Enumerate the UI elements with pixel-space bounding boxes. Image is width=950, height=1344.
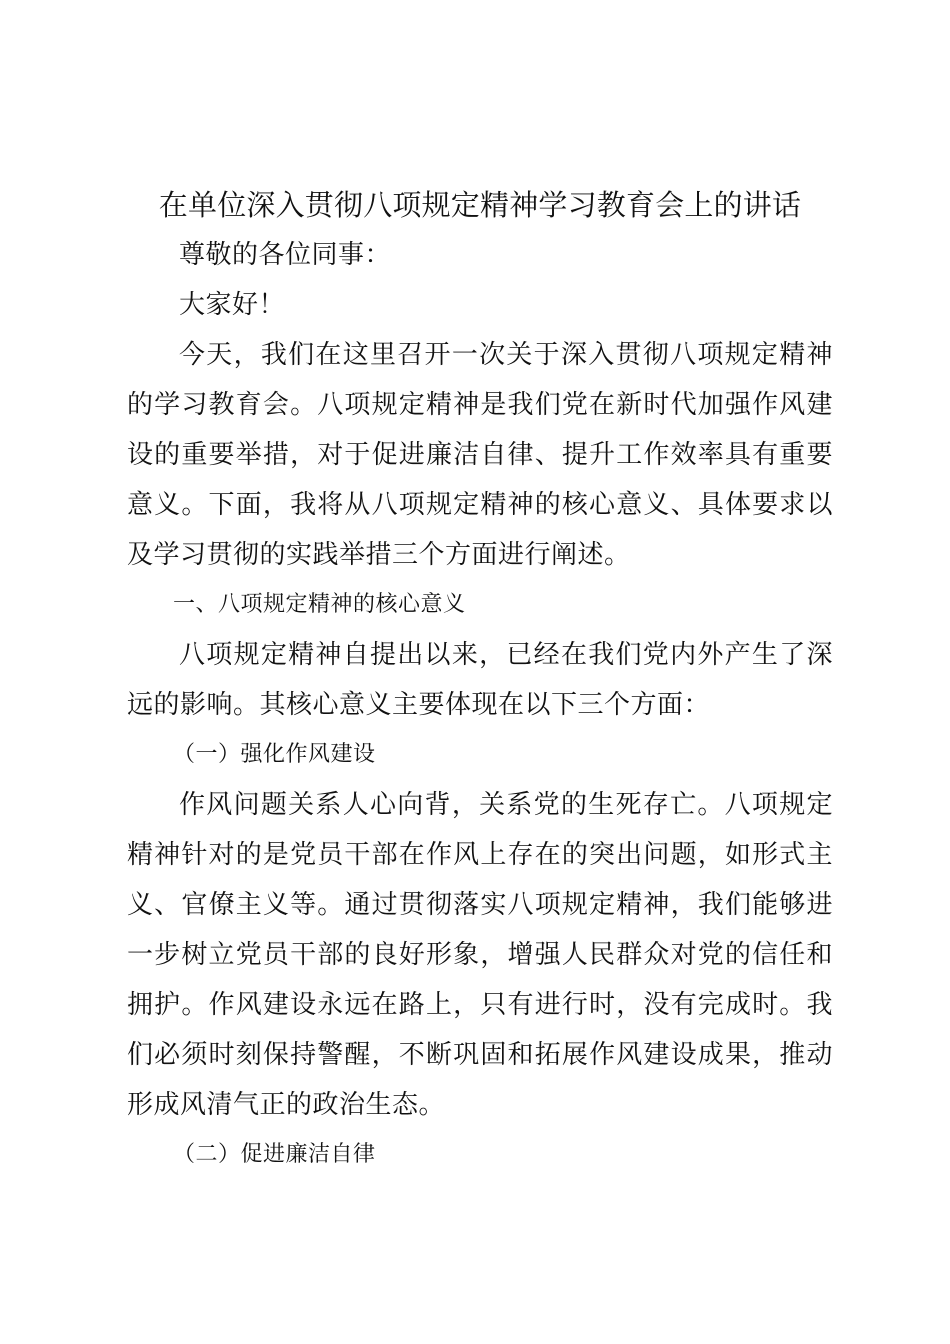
document-title: 在单位深入贯彻八项规定精神学习教育会上的讲话 — [158, 188, 802, 222]
subsection-heading-1: （一）强化作风建设 — [173, 742, 376, 767]
subsection-1-paragraph: 作风问题关系人心向背，关系党的生死存亡。八项规定精神针对的是党员干部在作风上存在的突出问题，如形式主义、官僚主义等。通过贯彻落实八项规定精神，我们能够进一步树立党员干部的良好形象，增强人民群众对党的信任和拥护。作风建设永远在路上，只有进行时，没有完成时。我们必须时刻保持警醒，不断巩固和拓展作风建设成果，推动形成风清气正的政治生态。 — [127, 790, 833, 1120]
document-body — [127, 180, 833, 1180]
greeting: 尊敬的各位同事： — [179, 240, 392, 270]
intro-paragraph: 今天，我们在这里召开一次关于深入贯彻八项规定精神的学习教育会。八项规定精神是我们党在新时代加强作风建设的重要举措，对于促进廉洁自律、提升工作效率具有重要意义。下面，我将从八项规定精神的核心意义、具体要求以及学习贯彻的实践举措三个方面进行阐述。 — [127, 340, 833, 570]
section-heading-1: 一、八项规定精神的核心意义 — [173, 592, 466, 617]
subsection-heading-2: （二）促进廉洁自律 — [173, 1142, 376, 1167]
salutation: 大家好！ — [179, 290, 286, 320]
section-1-paragraph: 八项规定精神自提出以来，已经在我们党内外产生了深远的影响。其核心意义主要体现在以下三个方面： — [127, 640, 833, 720]
